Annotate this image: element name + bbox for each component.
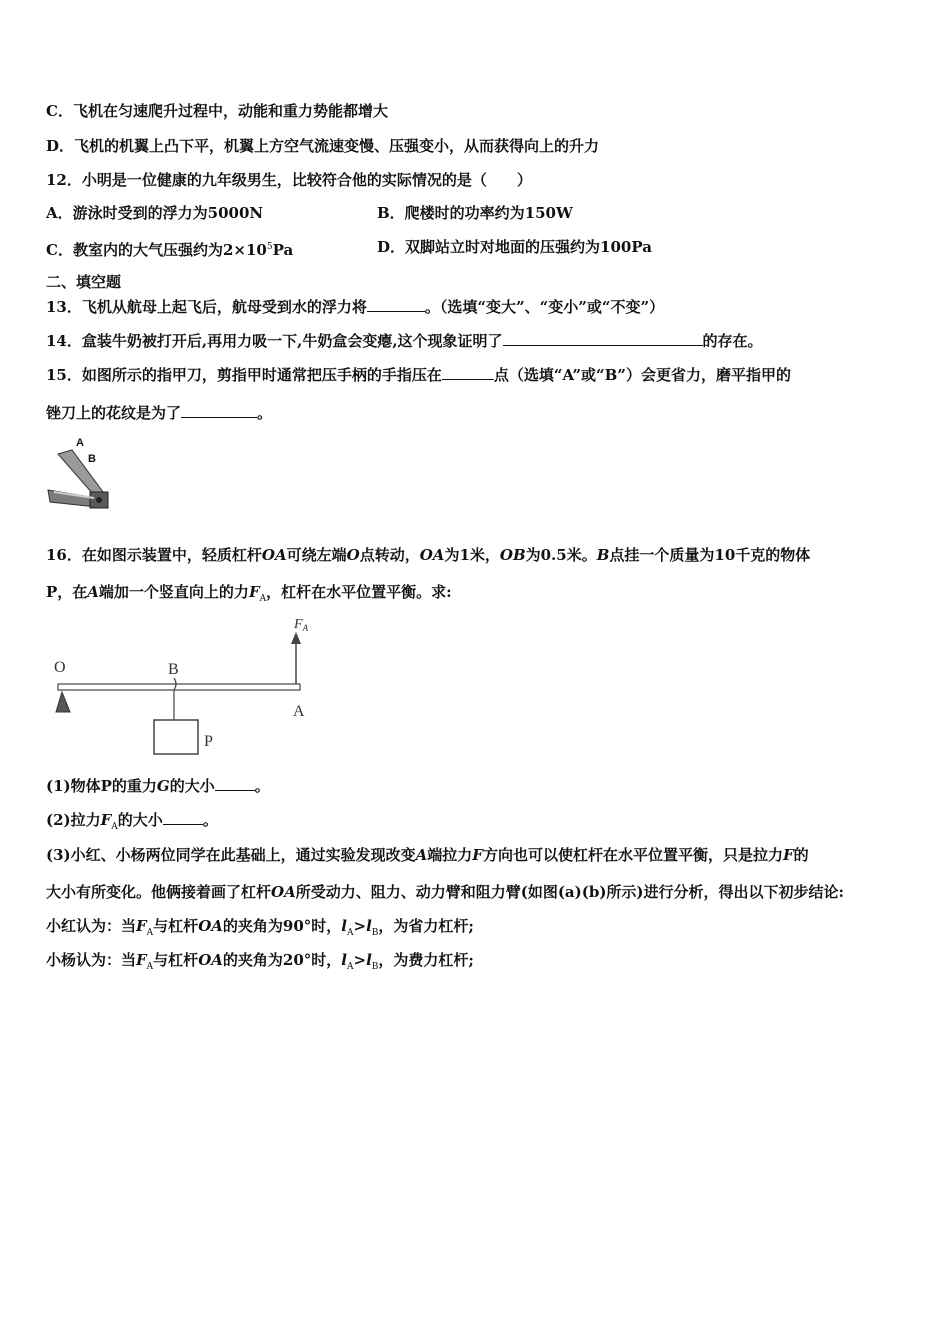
lever-label-a: A [293, 703, 305, 720]
pivot [56, 692, 70, 712]
xiaoyang-conclusion: 小杨认为：当$F_A$与杠杆OA的夹角为20°时，$l_A>l_B$，为费力杠杆; [46, 951, 474, 972]
part-1: (1)物体P的重力G的大小 。 [46, 777, 270, 795]
section-title: 二、填空题 [46, 273, 122, 291]
part-3: (3)小红、小杨两位同学在此基础上，通过实验发现改变A端拉力F方向也可以使杠杆在水平位置平衡，只是拉力F的 [46, 846, 809, 864]
question-14: 14．盒装牛奶被打开后,再用力吸一下,牛奶盒会变瘪,这个现象证明了 的存在。 [46, 332, 763, 350]
question-15: 15．如图所示的指甲刀，剪指甲时通常把压手柄的手指压在 点（选填“A”或“B”）会更省力，磨平指甲的 [46, 366, 791, 384]
question-12: 12．小明是一位健康的九年级男生，比较符合他的实际情况的是（ ） [46, 171, 532, 189]
block-p [154, 720, 198, 754]
question-16-line2: P，在A端加一个竖直向上的力$F_A$，杠杆在水平位置平衡。求: [46, 583, 452, 604]
question-13: 13．飞机从航母上起飞后，航母受到水的浮力将 。（选填“变大”、“变小”或“不变”） [46, 298, 665, 316]
clipper-label-a: A [76, 437, 84, 449]
option-d: D．飞机的机翼上凸下平，机翼上方空气流速变慢、压强变小，从而获得向上的升力 [46, 137, 600, 155]
lever-figure [44, 612, 324, 762]
lever-label-p: P [204, 733, 213, 750]
lever-label-b: B [168, 661, 179, 678]
lever-label-f: $F_A$ [294, 617, 309, 633]
q12-option-b: B．爬楼时的功率约为150W [377, 204, 573, 222]
option-c: C．飞机在匀速爬升过程中，动能和重力势能都增大 [46, 102, 388, 120]
xiaohong-conclusion: 小红认为：当$F_A$与杠杆OA的夹角为90°时，$l_A>l_B$，为省力杠杆; [46, 917, 474, 938]
clipper-label-b: B [88, 453, 96, 465]
part-2: (2)拉力$F_A$的大小 。 [46, 811, 218, 832]
part-3-line2: 大小有所变化。他俩接着画了杠杆OA所受动力、阻力、动力臂和阻力臂(如图(a)(b)所示)进行分析，得出以下初步结论: [46, 883, 845, 901]
q12-option-d: D．双脚站立时对地面的压强约为100Pa [377, 238, 652, 256]
nail-clipper-figure [44, 432, 114, 516]
q12-option-a: A．游泳时受到的浮力为5000N [46, 204, 264, 222]
q12-option-c: C．教室内的大气压强约为$2\times 10^5Pa$ [46, 241, 294, 259]
question-16: 16．在如图示装置中，轻质杠杆OA可绕左端O点转动，OA为1米，OB为0.5米。B点挂一个质量为10千克的物体 [46, 546, 811, 564]
lever-label-o: O [54, 659, 66, 676]
lever-bar [58, 684, 300, 690]
question-15-line2: 锉刀上的花纹是为了 。 [46, 404, 273, 422]
